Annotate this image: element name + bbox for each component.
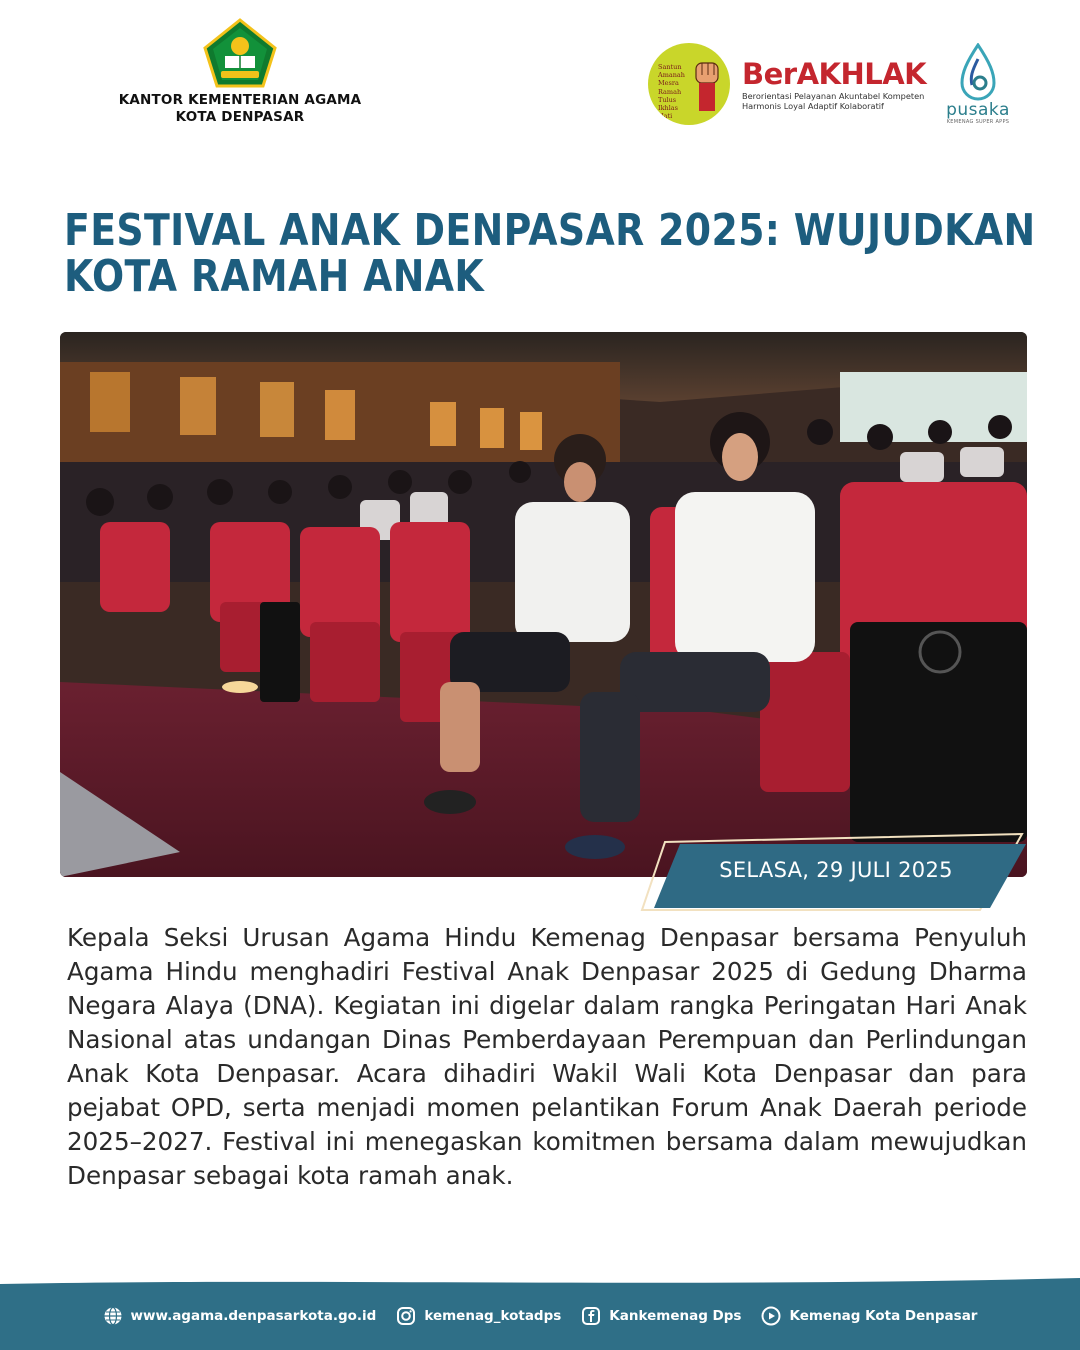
footer-youtube-text: Kemenag Kota Denpasar bbox=[789, 1308, 978, 1324]
article-title bbox=[64, 205, 1036, 302]
article-title-line2: KOTA RAMAH ANAK bbox=[64, 251, 485, 302]
footer-website-text: www.agama.denpasarkota.go.id bbox=[130, 1308, 377, 1324]
facebook-icon bbox=[581, 1306, 601, 1326]
pusaka-drop-icon bbox=[958, 43, 998, 101]
kemenag-logo-icon bbox=[203, 18, 277, 88]
event-photo bbox=[60, 332, 1027, 877]
footer-instagram-text: kemenag_kotadps bbox=[424, 1308, 562, 1324]
instagram-icon bbox=[396, 1306, 416, 1326]
article-date: SELASA, 29 JULI 2025 bbox=[719, 858, 953, 882]
berakhlak-subtitle-1: Berorientasi Pelayanan Akuntabel Kompeten bbox=[742, 91, 925, 101]
partner-logos bbox=[648, 34, 1014, 134]
ramah-words: Santun Amanah Mesra Ramah Tulus Ikhlas Hati bbox=[658, 63, 685, 121]
footer-instagram[interactable] bbox=[396, 1306, 561, 1326]
berakhlak-title: BerAKHLAK bbox=[742, 57, 927, 91]
org-name-line2: KOTA DENPASAR bbox=[175, 109, 305, 125]
pusaka-title: pusaka bbox=[946, 100, 1010, 120]
berakhlak-subtitle-2: Harmonis Loyal Adaptif Kolaboratif bbox=[742, 101, 884, 111]
ramah-badge-logo bbox=[648, 43, 730, 125]
org-name-line1: KANTOR KEMENTERIAN AGAMA bbox=[118, 92, 362, 108]
berakhlak-logo bbox=[742, 57, 928, 111]
pusaka-logo bbox=[942, 43, 1014, 125]
footer-facebook-text: Kankemenag Dps bbox=[609, 1308, 742, 1324]
youtube-icon bbox=[761, 1306, 781, 1326]
footer-contacts bbox=[0, 1296, 1080, 1336]
footer-facebook[interactable] bbox=[581, 1306, 741, 1326]
fist-icon bbox=[690, 61, 724, 113]
pusaka-subtitle: KEMENAG SUPER APPS bbox=[946, 119, 1010, 125]
footer-website[interactable] bbox=[103, 1306, 377, 1326]
kemenag-header bbox=[110, 18, 370, 126]
footer-youtube[interactable] bbox=[761, 1306, 977, 1326]
article-body: Kepala Seksi Urusan Agama Hindu Kemenag Denpasar bersama Penyuluh Agama Hindu menghadiri Festival Anak Denpasar 2025 di Gedung Dharma Negara Alaya (DNA). Kegiatan ini digelar dalam rangka Peringatan Hari Anak Nasional atas undangan Dinas Pemberdayaan Perempuan dan Perlindungan Anak Kota Denpasar. Acara dihadiri Wakil Wali Kota Denpasar dan para pejabat OPD, serta menjadi momen pelantikan Forum Anak Daerah periode 2025–2027. Festival ini menegaskan komitmen bersama dalam mewujudkan Denpasar sebagai kota ramah anak. bbox=[67, 923, 1027, 1190]
auditorium-photo-illustration bbox=[60, 332, 1027, 877]
globe-icon bbox=[103, 1306, 123, 1326]
article-title-line1: FESTIVAL ANAK DENPASAR 2025: WUJUDKAN bbox=[64, 205, 1036, 256]
